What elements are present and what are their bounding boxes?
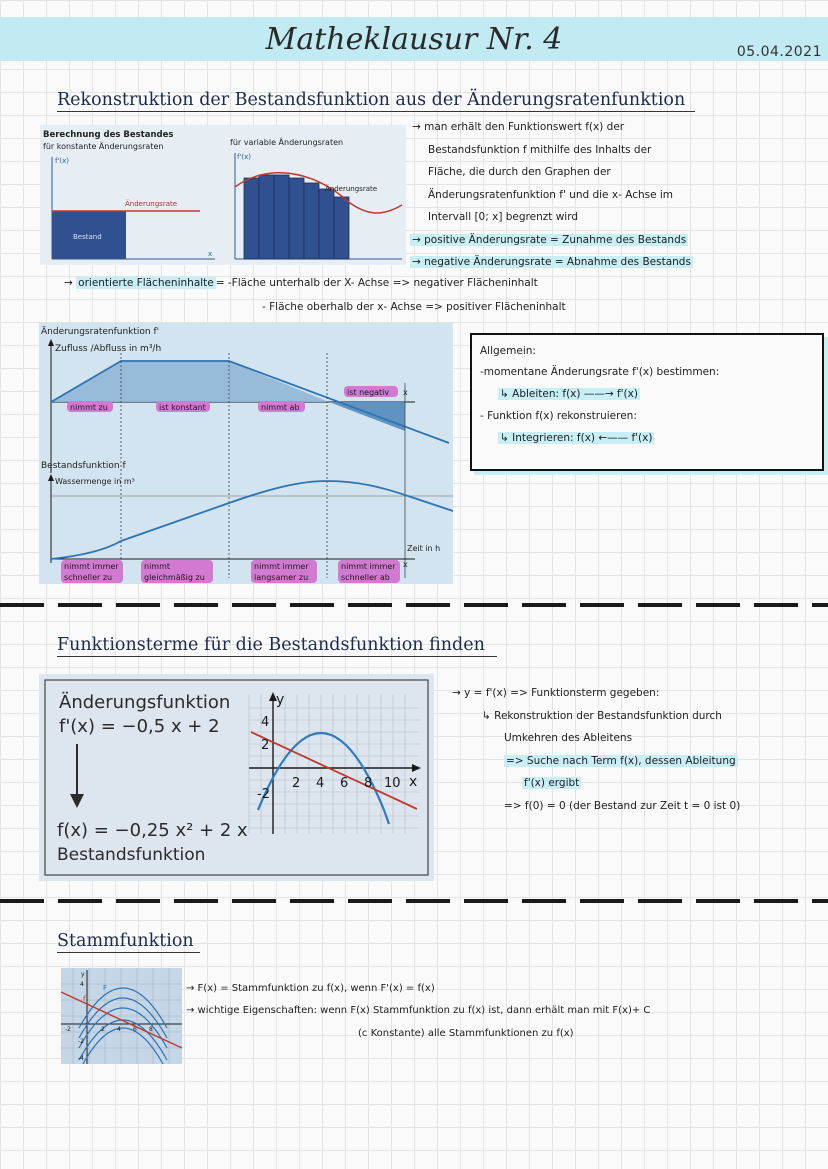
note-positive-rate: → positive Änderungsrate = Zunahme des Bestands [412,233,687,246]
fig3-xtick: 6 [340,776,349,791]
fig1-right-fx: f'(x) [237,153,251,161]
fig2-pill-b2-line1: nimmt [144,562,171,571]
fig4-F-label: F [103,984,108,992]
section1-notes [412,116,693,274]
fig2-pill-b3-line2: langsamer zu [254,573,309,582]
fig4-ytick: 4 [80,981,84,988]
s3-line1: → F(x) = Stammfunktion zu f(x), wenn F'(x) = f(x) [186,983,435,994]
s2-note-highlight: => Suche nach Term f(x), dessen Ableitung [506,754,736,767]
fig1-bestand-label: Bestand [73,233,102,241]
fig2-pill-nimmt-ab: nimmt ab [261,403,300,412]
fig2-title-bottom: Bestandsfunktion f [41,461,126,471]
divider [0,899,828,903]
divider [0,603,828,607]
section2-heading: Funktionsterme für die Bestandsfunktion finden [57,635,497,657]
oriented-term: orientierte Flächeninhalte [78,277,214,289]
fig4-y-axis: y [81,971,85,978]
figure-change-to-stock [39,674,434,881]
allgemein-title: Allgemein: [480,345,536,357]
fig4-xtick: 8 [149,1026,153,1033]
fig2-pill-konstant: ist konstant [159,403,206,412]
figure-rate-vs-stock [39,323,453,584]
fig4-xtick: 4 [117,1026,121,1033]
fig3-y-axis: y [276,692,285,708]
allgemein-box [470,333,824,471]
fig3-ytick: 4 [261,715,270,730]
note-line: → man erhält den Funktionswert f(x) der [412,121,625,133]
note-line: Änderungsratenfunktion f' und die x- Achse im [428,188,674,201]
fig2-y-top: Zufluss /Abfluss in m³/h [55,344,162,354]
fig3-xtick: 4 [316,776,325,791]
fig4-ytick: -2 [78,1038,84,1045]
date: 05.04.2021 [736,44,822,60]
s2-note: => f(0) = 0 (der Bestand zur Zeit t = 0 ist 0) [504,799,741,812]
figure-stammfunktion [61,968,182,1064]
s2-note: → y = f'(x) => Funktionsterm gegeben: [452,687,660,699]
fig1-left-fx: f'(x) [55,157,69,165]
fig1-left-x: x [208,250,213,258]
fig4-ytick: -4 [78,1055,84,1062]
fig1-title-right: für variable Änderungsraten [230,138,344,147]
fig2-pill-negativ: ist negativ [347,388,390,397]
oriented-line2: - Fläche oberhalb der x- Achse => positiver Flächeninhalt [262,301,566,313]
page-title: Matheklausur Nr. 4 [265,22,563,57]
note-line: Bestandsfunktion f mithilfe des Inhalts der [428,143,652,156]
oriented-line1: = -Fläche unterhalb der X- Achse => negativer Flächeninhalt [215,277,538,289]
fig2-x-bottom-axis: x [403,560,408,569]
fig1-right-rate-label: Änderungsrate [325,185,378,193]
s2-note-highlight: f'(x) ergibt [524,777,580,789]
note-line: Intervall [0; x] begrenzt wird [428,211,579,223]
oriented-arrow: → [64,277,73,289]
allgemein-line1: -momentane Änderungsrate f'(x) bestimmen: [480,366,720,378]
fig2-pill-b4-line2: schneller ab [341,573,390,582]
fig2-pill-nimmt-zu: nimmt zu [70,403,108,412]
fig2-title-top: Änderungsratenfunktion f' [41,327,160,337]
oriented-area-note [64,272,538,295]
note-line: Fläche, die durch den Graphen der [428,166,611,178]
fig4-xtick: 2 [101,1026,105,1033]
s2-note: ↳ Rekonstruktion der Bestandsfunktion durch [482,709,722,722]
fig3-formula-top: f'(x) = −0,5 x + 2 [59,716,220,737]
fig3-formula-bottom: f(x) = −0,25 x² + 2 x [57,820,248,841]
fig2-pill-b3-line1: nimmt immer [254,562,309,571]
figure-constant-variable-rates [40,125,406,265]
fig1-rate-label: Änderungsrate [125,200,178,208]
fig4-xtick: 6 [133,1026,137,1033]
fig2-y-bottom: Wassermenge in m³ [55,477,135,486]
allgemein-line4: ↳ Integrieren: f(x) ←—— f'(x) [500,432,653,444]
fig2-pill-b1-line2: schneller zu [64,573,113,582]
fig1-title-line1: Berechnung des Bestandes [43,130,174,140]
s2-note: Umkehren des Ableitens [504,732,633,744]
allgemein-line2: ↳ Ableiten: f(x) ——→ f'(x) [500,388,638,400]
fig2-pill-b1-line1: nimmt immer [64,562,119,571]
section3-heading: Stammfunktion [57,931,200,953]
fig4-f-label: f [83,995,86,1003]
fig3-ytick: 2 [261,738,270,753]
fig2-pill-b2-line2: gleichmäßig zu [144,573,205,582]
fig3-label-bottom: Bestandsfunktion [57,845,206,865]
s3-line3: (c Konstante) alle Stammfunktionen zu f(x) [358,1028,574,1039]
fig3-graph [249,692,421,834]
note-negative-rate: → negative Änderungsrate = Abnahme des Bestands [412,256,691,268]
fig1-title-line2: für konstante Änderungsraten [43,142,164,151]
fig3-xtick: 8 [364,776,373,791]
fig3-xtick: 10 [384,776,401,791]
allgemein-line3: - Funktion f(x) rekonstruieren: [480,410,637,422]
fig3-label-top: Änderungsfunktion [59,692,231,713]
fig2-pill-b4-line1: nimmt immer [341,562,396,571]
fig2-x-top: x [403,388,408,397]
fig3-xtick: 2 [292,776,301,791]
fig2-x-bottom: Zeit in h [407,544,441,553]
fig3-x-axis: x [409,774,418,790]
section2-notes [452,682,740,817]
fig3-ytick: -2 [257,787,270,802]
fig4-xtick: -2 [65,1026,71,1033]
s3-line2: → wichtige Eigenschaften: wenn F(x) Stammfunktion zu f(x) ist, dann erhält man mit F(x)+ C [186,1005,651,1016]
section1-heading: Rekonstruktion der Bestandsfunktion aus der Änderungsratenfunktion [57,90,695,112]
